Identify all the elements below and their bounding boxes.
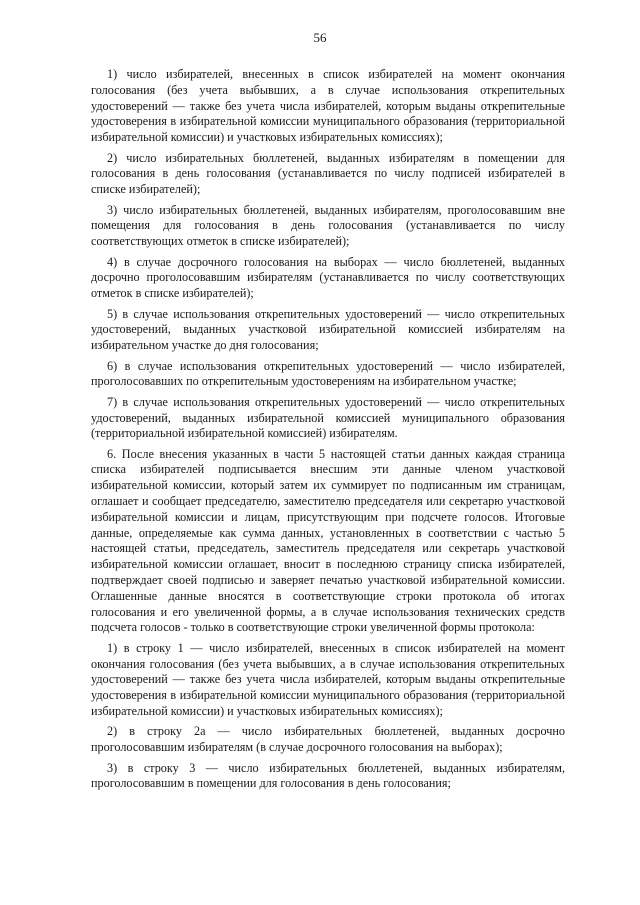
paragraph: 2) число избирательных бюллетеней, выданных избирателям в помещении для голосования в день голосования (устанавливается по числу подписей избирателей в списке избирателей); <box>91 150 565 197</box>
page-number: 56 <box>313 30 327 45</box>
paragraph: 4) в случае досрочного голосования на выборах — число бюллетеней, выданных досрочно проголосовавшим избирателям (устанавливается по числу соответствующих отметок в списке избирателей); <box>91 254 565 301</box>
paragraph: 2) в строку 2а — число избирательных бюллетеней, выданных досрочно проголосовавшим избирателям (в случае досрочного голосования на выборах); <box>91 724 565 755</box>
document-body <box>91 67 565 797</box>
paragraph: 5) в случае использования открепительных удостоверений — число открепительных удостоверений, выданных участковой избирательной комиссией избирателям на избирательном участке до дня голосования; <box>91 306 565 353</box>
paragraph: 3) в строку 3 — число избирательных бюллетеней, выданных избирателям, проголосовавшим в помещении для голосования в день голосования; <box>91 760 565 791</box>
paragraph: 1) число избирателей, внесенных в список избирателей на момент окончания голосования (без учета выбывших, а в случае использования открепительных удостоверений — также без учета числа избирателей, которым выданы открепительные удостоверения в избирательной комиссии муниципального образования (территориальной избирательной комиссии) и участковых избирательных комиссиях); <box>91 67 565 145</box>
paragraph: 1) в строку 1 — число избирателей, внесенных в список избирателей на момент окончания голосования (без учета выбывших, а в случае использования открепительных удостоверений — также без учета числа избирателей, которым выданы открепительные удостоверения в избирательной комиссии муниципального образования (территориальной избирательной комиссии) и участковых избирательных комиссиях); <box>91 640 565 719</box>
paragraph: 3) число избирательных бюллетеней, выданных избирателям, проголосовавшим вне помещения для голосования в день голосования (устанавливается по числу соответствующих отметок в списке избирателей); <box>91 202 565 249</box>
paragraph: 6) в случае использования открепительных удостоверений — число избирателей, проголосовавших по открепительным удостоверениям на избирательном участке; <box>91 358 565 389</box>
paragraph: 7) в случае использования открепительных удостоверений — число открепительных удостоверений, выданных избирательной комиссией муниципального образования (территориальной избирательной комиссией) избирателям. <box>91 394 565 441</box>
paragraph: 6. После внесения указанных в части 5 настоящей статьи данных каждая страница списка избирателей подписывается внесшим эти данные членом участковой избирательной комиссии, который затем их суммирует по подписанным им страницам, оглашает и сообщает председателю, заместителю председателя или секретарю участковой избирательной комиссии и лицам, присутствующим при подсчете голосов. Итоговые данные, определяемые как сумма данных, установленных в соответствии с частью 5 настоящей статьи, председатель, заместитель председателя или секретарь участковой избирательной комиссии оглашает, вносит в последнюю страницу списка избирателей, подтверждает своей подписью и заверяет печатью участковой избирательной комиссии. Оглашенные данные вносятся в соответствующие строки протокола об итогах голосования и его увеличенной формы, а в случае использования технических средств подсчета голосов - только в соответствующие строки увеличенной формы протокола: <box>91 446 565 635</box>
